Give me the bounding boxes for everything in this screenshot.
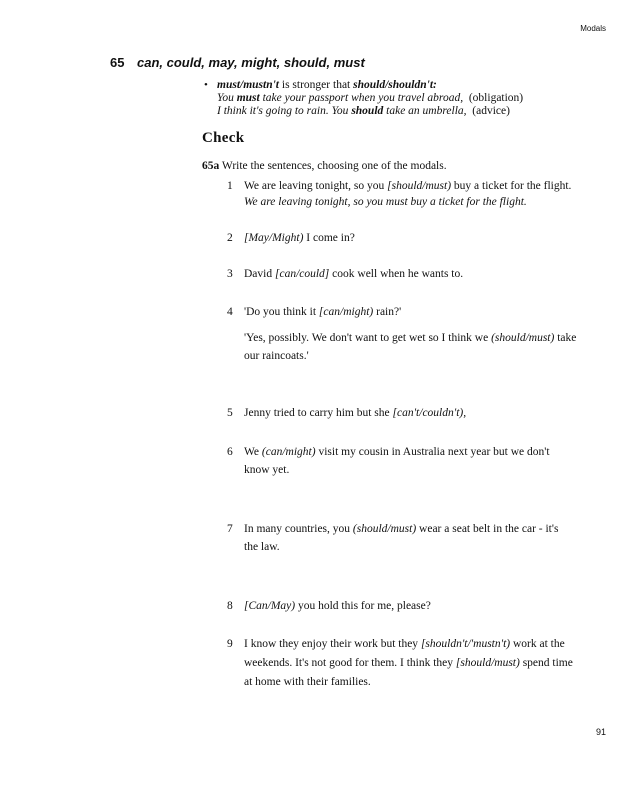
- sentence-text: weekends. It's not good for them. I think they: [244, 657, 454, 669]
- rule-line: [217, 79, 437, 91]
- item-7-line-2: the law.: [244, 541, 280, 553]
- modal-choice: [should/must): [387, 180, 452, 192]
- modal-choice: [can/might): [318, 306, 374, 318]
- unit-title: can, could, may, might, should, must: [137, 55, 365, 70]
- sentence-text: Jenny tried to carry him but she: [244, 407, 390, 419]
- sentence-text: I know they enjoy their work but they: [244, 638, 419, 650]
- sentence-text: you hold this for me, please?: [297, 600, 431, 612]
- item-number: 7: [227, 523, 233, 535]
- item-number: 4: [227, 306, 233, 318]
- sentence-text: 'Do you think it: [244, 306, 317, 318]
- item-9-line-3: at home with their families.: [244, 676, 371, 688]
- item-9-sentence: [244, 638, 565, 650]
- item-7-sentence: [244, 523, 558, 535]
- exercise-instruction: [202, 160, 447, 172]
- modal-choice: (should/must): [352, 523, 417, 535]
- item-9-line-2: [244, 657, 573, 669]
- item-6-sentence: [244, 446, 550, 458]
- example-text: You: [217, 92, 234, 104]
- sentence-text: rain?': [376, 306, 402, 318]
- example-label: (obligation): [468, 92, 524, 104]
- sentence-text: We: [244, 446, 260, 458]
- item-2-sentence: [244, 232, 355, 244]
- sentence-text: work at the: [512, 638, 565, 650]
- page-number: 91: [595, 727, 606, 737]
- sentence-text: David: [244, 268, 273, 280]
- sentence-text: I come in?: [306, 232, 355, 244]
- item-3-sentence: [244, 268, 463, 280]
- example-label: (advice): [472, 105, 510, 117]
- item-8-sentence: [244, 600, 431, 612]
- item-number: 2: [227, 232, 233, 244]
- item-number: 1: [227, 180, 233, 192]
- item-4-sentence: [244, 306, 401, 318]
- modal-choice: [May/Might): [244, 232, 304, 244]
- example-modal: must: [236, 92, 260, 104]
- rule-example-advice: [217, 105, 510, 117]
- sentence-text: We are leaving tonight, so you: [244, 180, 385, 192]
- item-4-line-2: [244, 332, 576, 344]
- sentence-text: take: [557, 332, 577, 344]
- sentence-text: cook well when he wants to.: [332, 268, 464, 280]
- item-number: 9: [227, 638, 233, 650]
- modal-choice: [shouldn't/'mustn't): [420, 638, 511, 650]
- example-modal: should: [351, 105, 384, 117]
- running-head: Modals: [580, 24, 606, 33]
- sentence-text: wear a seat belt in the car - it's: [419, 523, 559, 535]
- item-number: 3: [227, 268, 233, 280]
- sentence-text: spend time: [522, 657, 573, 669]
- sentence-text: In many countries, you: [244, 523, 351, 535]
- rule-mid: is stronger that: [281, 79, 351, 91]
- modal-choice: [can't/couldn't),: [392, 407, 467, 419]
- modal-choice: (should/must): [491, 332, 555, 344]
- sentence-text: 'Yes, possibly. We don't want to get wet so I think we: [244, 332, 489, 344]
- rule-bullet: •: [204, 79, 208, 91]
- item-1-answer: We are leaving tonight, so you must buy a ticket for the flight.: [244, 196, 527, 208]
- exercise-id: 65a: [202, 160, 220, 172]
- instruction-text: Write the sentences, choosing one of the modals.: [221, 160, 447, 172]
- item-5-sentence: [244, 407, 466, 419]
- unit-number: 65: [110, 55, 125, 70]
- item-number: 5: [227, 407, 233, 419]
- example-text: take your passport when you travel abroad,: [262, 92, 464, 104]
- rule-compare: should/shouldn't:: [353, 79, 437, 91]
- check-heading: Check: [202, 130, 245, 146]
- modal-choice: [Can/May): [244, 600, 296, 612]
- modal-choice: [can/could]: [274, 268, 330, 280]
- item-4-line-3: our raincoats.': [244, 350, 309, 362]
- modal-choice: (can/might): [261, 446, 316, 458]
- rule-example-obligation: [217, 92, 523, 104]
- item-number: 6: [227, 446, 233, 458]
- item-6-line-2: know yet.: [244, 464, 290, 476]
- example-text: take an umbrella,: [386, 105, 467, 117]
- sentence-text: visit my cousin in Australia next year but we don't: [318, 446, 550, 458]
- modal-choice: [should/must): [455, 657, 520, 669]
- item-1-sentence: [244, 180, 571, 192]
- item-number: 8: [227, 600, 233, 612]
- sentence-text: buy a ticket for the flight.: [453, 180, 572, 192]
- example-text: I think it's going to rain. You: [217, 105, 349, 117]
- rule-modals: must/mustn't: [217, 79, 280, 91]
